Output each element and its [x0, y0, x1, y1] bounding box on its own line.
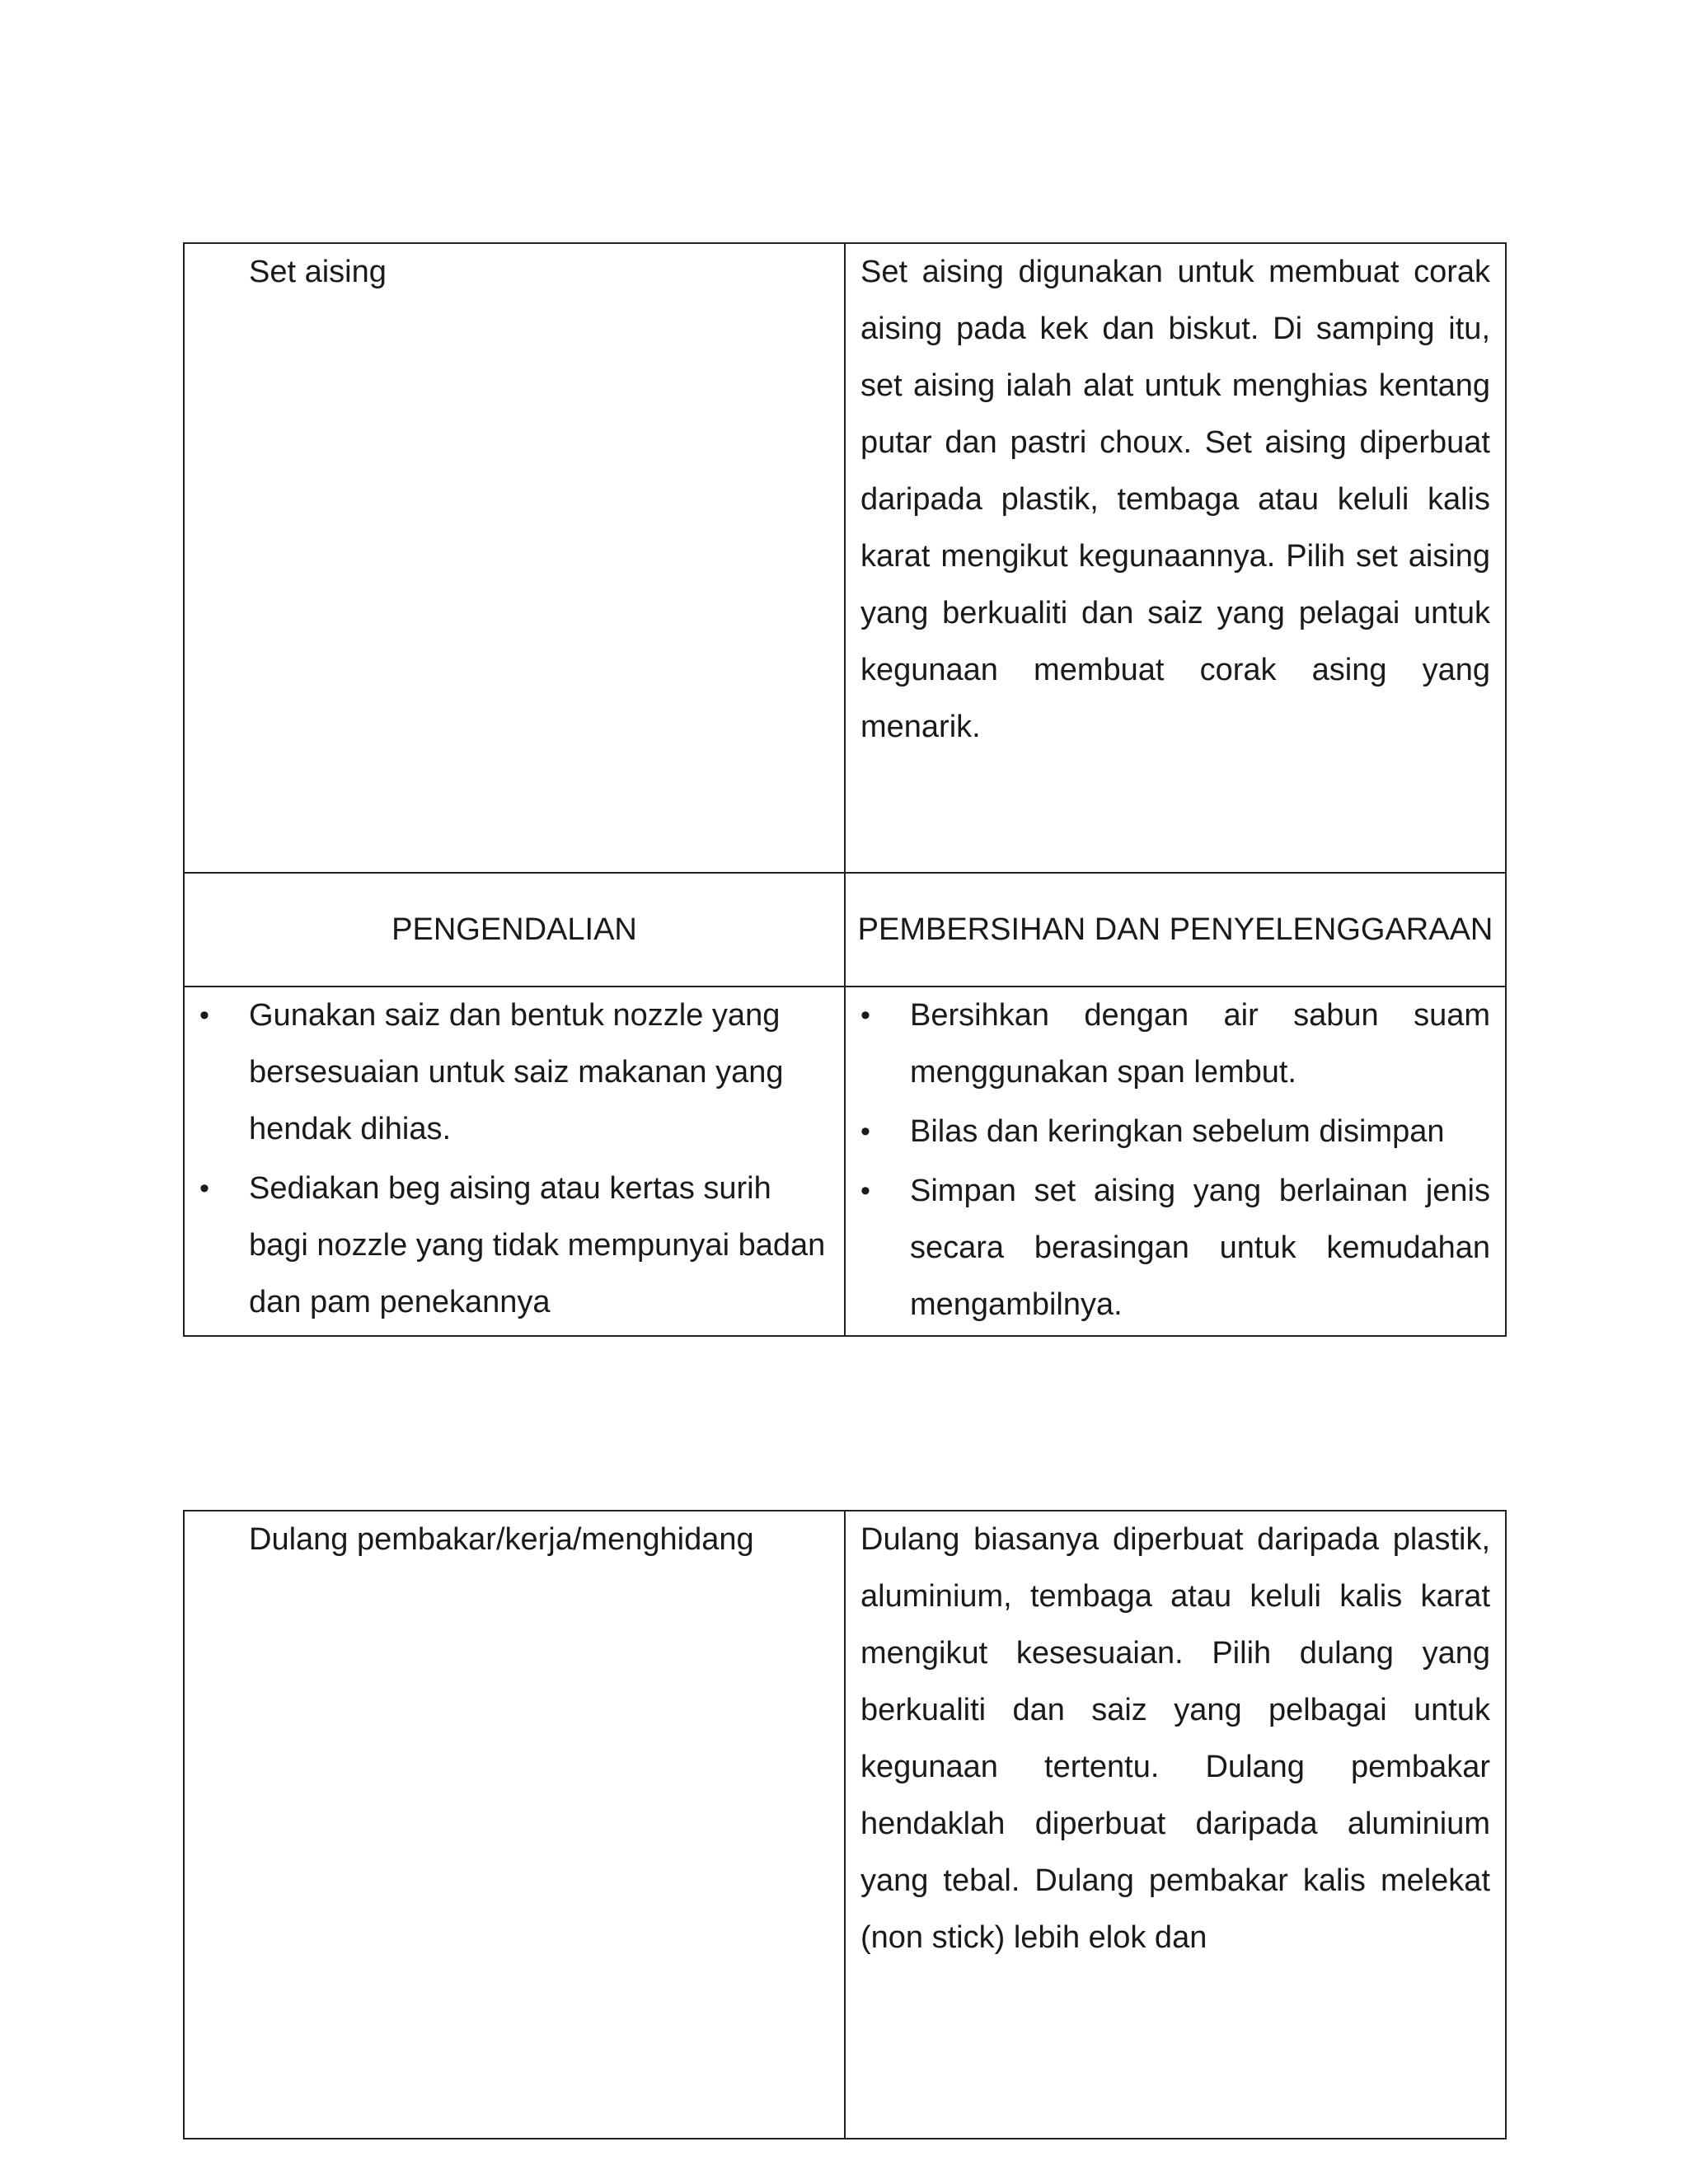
item-name-cell — [184, 1511, 845, 2139]
header-cleaning — [845, 873, 1506, 987]
header-cleaning-label: PEMBERSIHAN DAN PENYELENGGARAAN — [857, 912, 1493, 947]
handling-cell — [184, 987, 845, 1336]
list-item-text: Simpan set aising yang berlainan jenis secara berasingan untuk kemudahan mengambilnya. — [910, 1174, 1490, 1322]
list-item-text: Sediakan beg aising atau kertas surih bagi nozzle yang tidak mempunyai badan dan pam penekannya — [249, 1171, 826, 1319]
item-description-cell — [845, 1511, 1506, 2139]
cleaning-list — [846, 987, 1505, 1333]
bullet-icon: • — [199, 1000, 209, 1031]
list-item-text: Gunakan saiz dan bentuk nozzle yang bersesuaian untuk saiz makanan yang hendak dihias. — [249, 998, 784, 1146]
cleaning-cell — [845, 987, 1506, 1336]
handling-list — [185, 987, 844, 1331]
bullet-icon: • — [860, 1000, 870, 1031]
list-item — [846, 1104, 1505, 1160]
bullet-icon: • — [199, 1173, 209, 1204]
item-name: Dulang pembakar/kerja/menghidang — [249, 1522, 754, 1557]
item-description-cell — [845, 243, 1506, 873]
list-item — [185, 1160, 844, 1331]
header-handling — [184, 873, 845, 987]
item-row — [184, 1511, 1506, 2139]
set-aising-table — [183, 242, 1507, 1337]
list-item — [846, 1163, 1505, 1333]
list-item — [846, 987, 1505, 1101]
bullet-icon: • — [860, 1175, 870, 1207]
list-item-text: Bilas dan keringkan sebelum disimpan — [910, 1114, 1445, 1149]
item-name-cell — [184, 243, 845, 873]
item-description: Set aising digunakan untuk membuat corak aising pada kek dan biskut. Di samping itu, set aising ialah alat untuk menghias kentang putar dan pastri choux. Set aising diperbuat daripada plastik, tembaga atau keluli kalis karat mengikut kegunaannya. Pilih set aising yang berkualiti dan saiz yang pelagai untuk kegunaan membuat corak asing yang menarik. — [860, 255, 1490, 744]
bullet-icon: • — [860, 1116, 870, 1147]
item-name: Set aising — [249, 255, 387, 289]
dulang-table — [183, 1510, 1507, 2139]
item-row — [184, 243, 1506, 873]
item-description: Dulang biasanya diperbuat daripada plastik, aluminium, tembaga atau keluli kalis karat mengikut kesesuaian. Pilih dulang yang berkualiti dan saiz yang pelbagai untuk kegunaan tertentu. Dulang pembakar hendaklah diperbuat daripada aluminium yang tebal. Dulang pembakar kalis melekat (non stick) lebih elok dan — [860, 1522, 1490, 1955]
list-item — [185, 987, 844, 1158]
list-item-text: Bersihkan dengan air sabun suam menggunakan span lembut. — [910, 998, 1490, 1090]
header-row — [184, 873, 1506, 987]
header-handling-label: PENGENDALIAN — [392, 912, 637, 947]
list-row — [184, 987, 1506, 1336]
